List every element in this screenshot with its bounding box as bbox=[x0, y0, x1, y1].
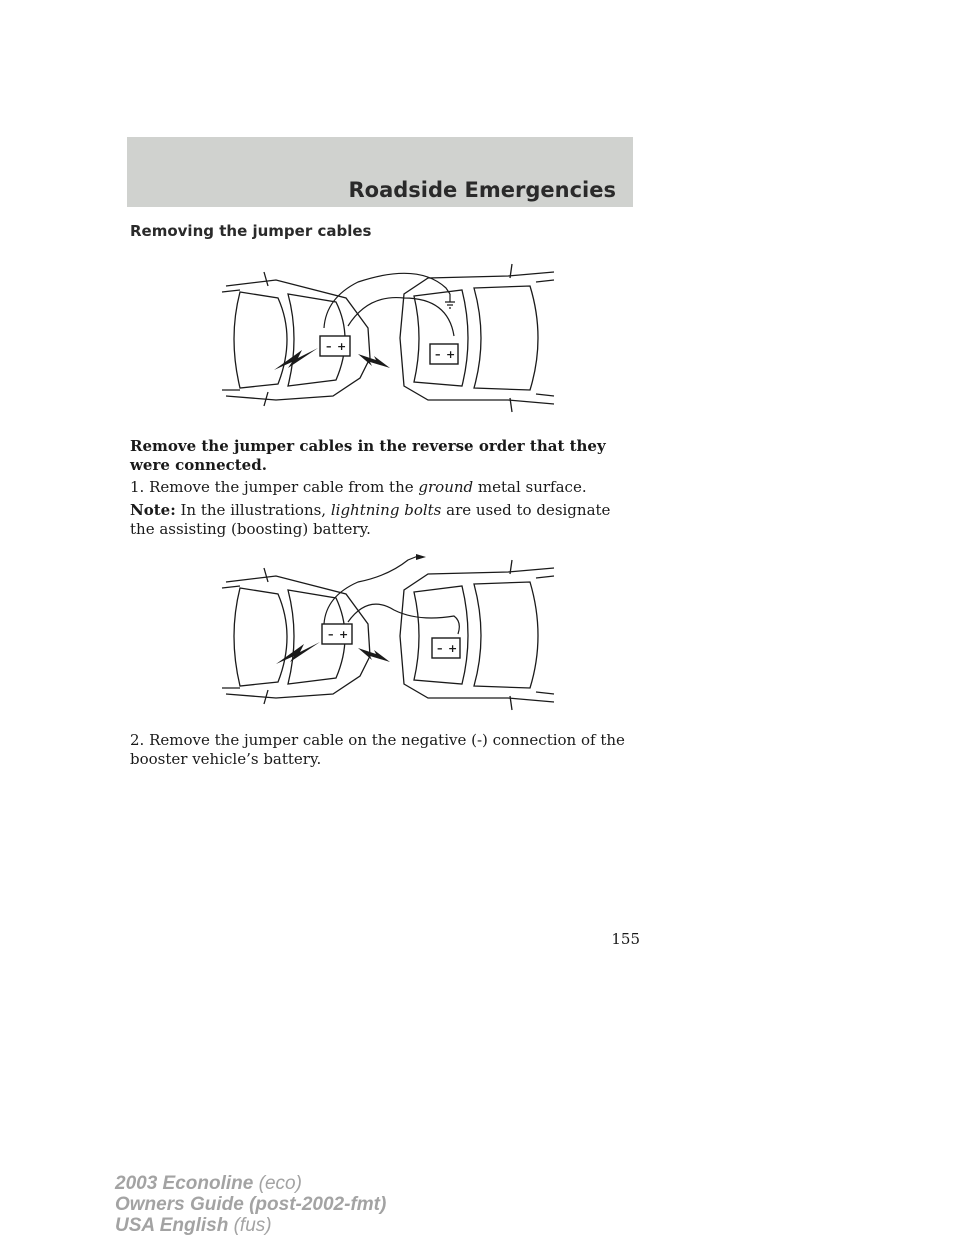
battery-minus-label: – bbox=[437, 642, 443, 655]
section-heading: Removing the jumper cables bbox=[130, 222, 372, 240]
ground-emphasis: ground bbox=[418, 478, 474, 496]
battery-minus-label: – bbox=[435, 348, 441, 361]
footer-model-code: (eco) bbox=[253, 1173, 302, 1194]
battery-plus-label: + bbox=[339, 628, 349, 641]
battery-plus-label: + bbox=[448, 642, 458, 655]
note-text-end: are used to designate the assisting (boosting) battery. bbox=[130, 501, 611, 538]
ground-symbol bbox=[445, 294, 455, 308]
lightning-bolts-emphasis: lightning bolts bbox=[330, 501, 442, 519]
battery-minus-label: – bbox=[326, 340, 332, 353]
step-1-text: 1. Remove the jumper cable from the bbox=[130, 478, 419, 496]
footer-language-code: (fus) bbox=[228, 1215, 272, 1236]
jumper-cables-figure-2 bbox=[218, 552, 558, 718]
battery-icon-right bbox=[432, 638, 460, 658]
intro-paragraph: Remove the jumper cables in the reverse order that they were connected. bbox=[130, 437, 606, 474]
battery-plus-label: + bbox=[337, 340, 347, 353]
battery-minus-label: – bbox=[328, 628, 334, 641]
lightning-bolt-icon bbox=[276, 642, 320, 664]
footer-line-2 bbox=[115, 1194, 386, 1215]
footer-line-3 bbox=[115, 1215, 386, 1236]
cable-clamp-icon bbox=[416, 554, 426, 560]
page-number: 155 bbox=[611, 930, 640, 948]
header-band bbox=[127, 137, 633, 207]
note-paragraph bbox=[130, 501, 630, 539]
footer-guide: Owners Guide (post-2002-fmt) bbox=[115, 1194, 387, 1215]
lightning-bolt-icon bbox=[358, 648, 390, 662]
note-label: Note: bbox=[130, 501, 176, 519]
lightning-bolt-icon bbox=[274, 348, 318, 370]
footer-line-1 bbox=[115, 1173, 386, 1194]
battery-plus-label: + bbox=[446, 348, 456, 361]
step-1-text-end: metal surface. bbox=[473, 478, 587, 496]
note-text: In the illustrations, bbox=[175, 501, 331, 519]
step-2-paragraph: 2. Remove the jumper cable on the negative (-) connection of the booster vehicle’s battery. bbox=[130, 731, 625, 768]
page-title: Roadside Emergencies bbox=[348, 178, 616, 202]
battery-icon-right bbox=[430, 344, 458, 364]
lightning-bolt-icon bbox=[358, 354, 390, 368]
car-right bbox=[400, 264, 554, 412]
footer-model: 2003 Econoline bbox=[115, 1173, 254, 1194]
step-1-paragraph bbox=[130, 478, 630, 497]
battery-icon-left bbox=[322, 624, 352, 644]
footer-language: USA English bbox=[115, 1215, 229, 1236]
jumper-cables-figure-1 bbox=[218, 258, 558, 420]
footer bbox=[115, 1173, 386, 1236]
car-right bbox=[400, 560, 554, 710]
battery-icon-left bbox=[320, 336, 350, 356]
